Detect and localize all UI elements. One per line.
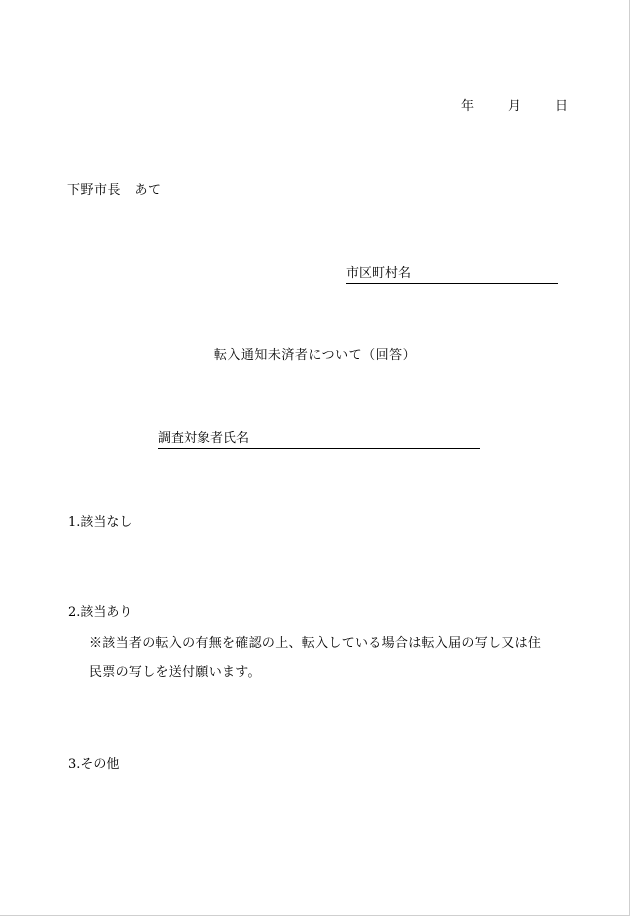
item-applicable: 2.該当あり — [68, 605, 133, 620]
date-month: 月 — [507, 99, 521, 114]
subject-name-label: 調査対象者氏名 — [158, 431, 250, 446]
date-year: 年 — [460, 99, 474, 114]
document-title: 転入通知未済者について（回答） — [213, 348, 417, 363]
date-line — [461, 99, 568, 115]
municipality-label: 市区町村名 — [346, 266, 412, 281]
addressee: 下野市長 あて — [67, 183, 162, 198]
subject-name-field[interactable] — [158, 431, 480, 449]
item-other: 3.その他 — [68, 757, 120, 772]
date-day: 日 — [554, 99, 568, 114]
note-line-1: ※該当者の転入の有無を確認の上、転入している場合は転入届の写し又は住 — [89, 636, 542, 651]
municipality-field[interactable] — [346, 266, 558, 284]
item-not-applicable: 1.該当なし — [68, 515, 133, 530]
note-line-2: 民票の写しを送付願います。 — [89, 665, 261, 680]
